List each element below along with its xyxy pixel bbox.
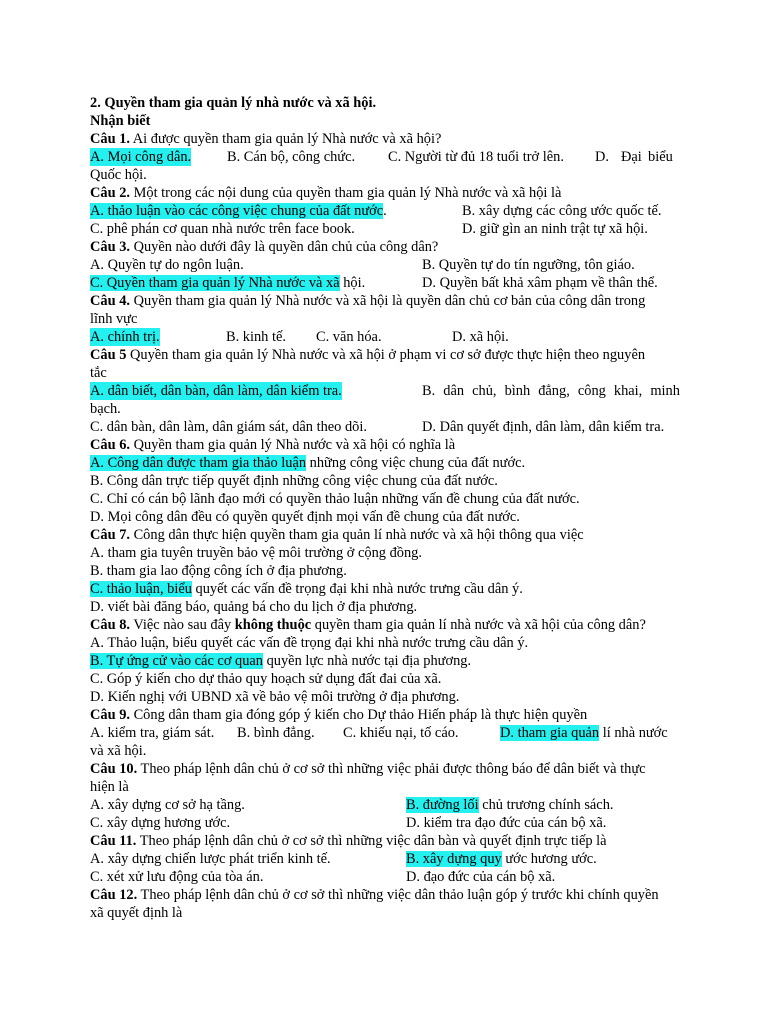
question-9	[90, 706, 680, 724]
answer-row	[90, 850, 680, 868]
answer-c: C. Góp ý kiến cho dự thảo quy hoạch sử dụng đất đai của xã.	[90, 671, 442, 687]
answer-c: C. văn hóa.	[316, 329, 382, 345]
question-1	[90, 130, 680, 148]
question-number: Câu 6.	[90, 437, 130, 453]
answer-c: C. phê phán cơ quan nhà nước trên face book.	[90, 221, 355, 237]
answer-d-continuation: và xã hội.	[90, 743, 147, 759]
answer-d: D. kiểm tra đạo đức của cán bộ xã.	[406, 815, 607, 831]
answer-d: D. Quyền bất khả xâm phạm về thân thể.	[422, 275, 658, 291]
answer-b: B. xây dựng quy ước hương ước.	[406, 851, 597, 867]
answer-d: D. viết bài đăng báo, quảng bá cho du lịch ở địa phương.	[90, 599, 418, 615]
question-text: Theo pháp lệnh dân chủ ở cơ sở thì những việc phải được thông báo để dân biết và thực	[137, 761, 646, 777]
answer-a: A. chính trị.	[90, 329, 160, 345]
answer-row	[90, 148, 680, 166]
question-11	[90, 832, 680, 850]
question-number: Câu 9.	[90, 707, 130, 723]
question-text-continuation: lĩnh vực	[90, 311, 138, 327]
answer-a: A. dân biết, dân bàn, dân làm, dân kiểm tra.	[90, 383, 342, 399]
answer-d-continuation: Quốc hội.	[90, 167, 147, 183]
answer-a: A. Công dân được tham gia thảo luận những công việc chung của đất nước.	[90, 455, 526, 471]
question-number: Câu 2.	[90, 185, 130, 201]
answer-b: B. Tự ứng cử vào các cơ quan quyền lực nhà nước tại địa phương.	[90, 653, 472, 669]
answer-row	[90, 868, 680, 886]
answer-d: D. giữ gìn an ninh trật tự xã hội.	[462, 221, 648, 237]
answer-d: D. Mọi công dân đều có quyền quyết định mọi vấn đề chung của đất nước.	[90, 509, 520, 525]
question-6	[90, 436, 680, 454]
answer-c: C. xét xử lưu động của tòa án.	[90, 869, 264, 885]
question-text-continuation: hiện là	[90, 779, 129, 795]
question-text: Công dân thực hiện quyền tham gia quản lí nhà nước và xã hội thông qua việc	[129, 527, 584, 543]
answer-b: B. tham gia lao động công ích ở địa phương.	[90, 563, 347, 579]
answer-c: C. thảo luận, biểu quyết các vấn đề trọng đại khi nhà nước trưng cầu dân ý.	[90, 581, 523, 597]
answer-a: A. xây dựng cơ sở hạ tầng.	[90, 797, 245, 813]
answer-d-word: biểu	[648, 149, 673, 165]
section-title: 2. Quyền tham gia quản lý nhà nước và xã hội.	[90, 95, 377, 111]
answer-c: C. dân bàn, dân làm, dân giám sát, dân theo dõi.	[90, 419, 367, 435]
answer-d-word: Đại	[621, 149, 642, 165]
question-7	[90, 526, 680, 544]
answer-c: C. Chỉ có cán bộ lãnh đạo mới có quyền thảo luận những vấn đề chung của đất nước.	[90, 491, 580, 507]
question-text: Một trong các nội dung của quyền tham gia quản lý Nhà nước và xã hội là	[129, 185, 562, 201]
question-3	[90, 238, 680, 256]
answer-a: A. xây dựng chiến lược phát triển kinh tế.	[90, 851, 331, 867]
answer-c: C. Quyền tham gia quản lý Nhà nước và xã hội.	[90, 275, 366, 291]
emphasis: không thuộc	[234, 617, 312, 633]
question-number: Câu 3.	[90, 239, 130, 255]
answer-c: C. khiếu nại, tố cáo.	[343, 725, 459, 741]
answer-b: B. đường lối chủ trương chính sách.	[406, 797, 614, 813]
question-8: Câu 8. Việc nào sau đây không thuộc quyền tham gia quản lí nhà nước và xã hội của công dân?	[90, 617, 646, 633]
question-number: Câu 10.	[90, 761, 138, 777]
answer-row	[90, 256, 680, 274]
answer-b-continuation: bạch.	[90, 401, 121, 417]
question-text: Theo pháp lệnh dân chủ ở cơ sở thì những việc dân bàn và quyết định trực tiếp là	[136, 833, 607, 849]
question-number: Câu 7.	[90, 527, 130, 543]
answer-d: D. Kiến nghị với UBND xã về bảo vệ môi trường ở địa phương.	[90, 689, 460, 705]
question-text-continuation: xã quyết định là	[90, 905, 183, 921]
question-text: Quyền tham gia quản lý Nhà nước và xã hội có nghĩa là	[129, 437, 456, 453]
question-text: Công dân tham gia đóng góp ý kiến cho Dự thảo Hiến pháp là thực hiện quyền	[129, 707, 588, 723]
question-10	[90, 760, 680, 778]
answer-a: A. kiểm tra, giám sát.	[90, 725, 215, 741]
question-text-continuation: tắc	[90, 365, 107, 381]
question-12	[90, 886, 680, 904]
question-text: Theo pháp lệnh dân chủ ở cơ sở thì những việc dân thảo luận góp ý trước khi chính quyền	[137, 887, 659, 903]
answer-row	[90, 202, 680, 220]
answer-b: B. Công dân trực tiếp quyết định những công việc chung của đất nước.	[90, 473, 498, 489]
answer-d-letter: D.	[595, 149, 609, 165]
answer-b: B. xây dựng các công ước quốc tế.	[462, 203, 662, 219]
question-number: Câu 5	[90, 347, 127, 363]
question-text: Ai được quyền tham gia quản lý Nhà nước và xã hội?	[129, 131, 442, 147]
question-5	[90, 346, 680, 364]
answer-b: B. bình đẳng.	[237, 725, 315, 741]
answer-row	[90, 814, 680, 832]
answer-row	[90, 724, 680, 742]
answer-a: A. thảo luận vào các công việc chung của đất nước.	[90, 203, 387, 219]
answer-d: D. Dân quyết định, dân làm, dân kiểm tra.	[422, 419, 665, 435]
answer-b: B. kinh tế.	[226, 329, 286, 345]
answer-row	[90, 274, 680, 292]
answer-a: A. Quyền tự do ngôn luận.	[90, 257, 244, 273]
answer-b: B. Cán bộ, công chức.	[227, 149, 356, 165]
answer-d: D. đạo đức của cán bộ xã.	[406, 869, 556, 885]
question-number: Câu 8.	[90, 617, 130, 633]
answer-d: D. tham gia quản lí nhà nước	[500, 725, 668, 741]
answer-b: B. Quyền tự do tín ngưỡng, tôn giáo.	[422, 257, 635, 273]
answer-c: C. xây dựng hương ước.	[90, 815, 231, 831]
answer-a: A. Thảo luận, biểu quyết các vấn đề trọng đại khi nhà nước trưng cầu dân ý.	[90, 635, 529, 651]
question-number: Câu 1.	[90, 131, 130, 147]
answer-c: C. Người từ đủ 18 tuổi trở lên.	[388, 149, 564, 165]
question-text: Quyền tham gia quản lý Nhà nước và xã hội là quyền dân chủ cơ bản của công dân trong	[129, 293, 646, 309]
question-text: Quyền tham gia quản lý Nhà nước và xã hội ở phạm vi cơ sở được thực hiện theo nguyên	[126, 347, 646, 363]
question-2	[90, 184, 680, 202]
answer-row	[90, 328, 680, 346]
answer-row	[90, 796, 680, 814]
answer-b: B. dân chủ, bình đẳng, công khai, minh	[422, 383, 680, 399]
answer-d: D. xã hội.	[452, 329, 509, 345]
answer-row	[90, 382, 680, 400]
question-text: Quyền nào dưới đây là quyền dân chủ của công dân?	[129, 239, 439, 255]
question-number: Câu 12.	[90, 887, 138, 903]
question-number: Câu 11.	[90, 833, 137, 849]
level-label: Nhận biết	[90, 113, 151, 129]
answer-a: A. tham gia tuyên truyền bảo vệ môi trường ở cộng đồng.	[90, 545, 422, 561]
answer-a: A. Mọi công dân.	[90, 149, 192, 165]
answer-row	[90, 418, 680, 436]
answer-row	[90, 220, 680, 238]
question-4	[90, 292, 680, 310]
document-page	[90, 94, 680, 922]
question-number: Câu 4.	[90, 293, 130, 309]
